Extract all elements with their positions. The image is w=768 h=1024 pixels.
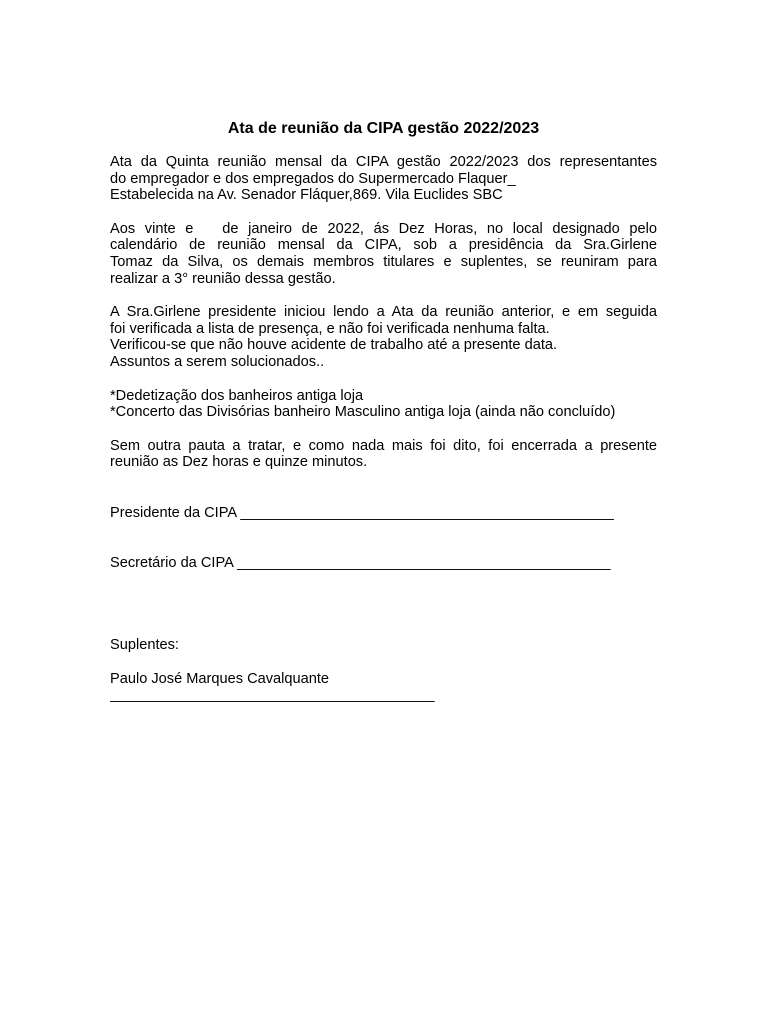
intro-line-3: Estabelecida na Av. Senador Fláquer,869. Vila Euclides SBC <box>110 187 503 204</box>
proceedings-paragraph <box>110 304 657 370</box>
closing-line-2: reunião as Dez horas e quinze minutos. <box>110 454 368 471</box>
opening-line-3: Tomaz da Silva, os demais membros titulares e suplentes, se reuniram para <box>110 253 657 270</box>
issues-list <box>110 388 657 421</box>
closing-line-1: Sem outra pauta a tratar, e como nada mais foi dito, foi encerrada a presente <box>110 437 657 454</box>
suplente-name: Paulo José Marques Cavalquante <box>110 670 330 687</box>
secretary-signature-line: Secretário da CIPA ______________________________________________ <box>110 554 611 571</box>
proceedings-line-1: A Sra.Girlene presidente iniciou lendo a Ata da reunião anterior, e em seguida <box>110 304 657 321</box>
issue-item: *Dedetização dos banheiros antiga loja <box>110 387 364 404</box>
opening-line-1: Aos vinte e de janeiro de 2022, ás Dez Horas, no local designado pelo <box>110 220 657 237</box>
intro-line-2: do empregador e dos empregados do Supermercado Flaquer_ <box>110 170 516 187</box>
opening-line-4: realizar a 3° reunião dessa gestão. <box>110 270 336 287</box>
intro-paragraph <box>110 154 657 204</box>
closing-paragraph <box>110 438 657 471</box>
proceedings-line-3: Verificou-se que não houve acidente de trabalho até a presente data. <box>110 337 558 354</box>
proceedings-line-2: foi verificada a lista de presença, e não foi verificada nenhuma falta. <box>110 320 550 337</box>
issue-item: *Concerto das Divisórias banheiro Masculino antiga loja (ainda não concluído) <box>110 404 616 421</box>
document-page <box>110 120 657 704</box>
document-title: Ata de reunião da CIPA gestão 2022/2023 <box>227 120 540 137</box>
president-signature-line: Presidente da CIPA ______________________________________________ <box>110 504 614 521</box>
suplentes-label: Suplentes: <box>110 637 179 654</box>
opening-line-2: calendário de reunião mensal da CIPA, sob a presidência da Sra.Girlene <box>110 237 657 254</box>
opening-paragraph <box>110 221 657 287</box>
proceedings-line-4: Assuntos a serem solucionados.. <box>110 353 325 370</box>
suplente-signature-line: ________________________________________ <box>110 687 435 704</box>
intro-line-1: Ata da Quinta reunião mensal da CIPA gestão 2022/2023 dos representantes <box>110 154 657 170</box>
